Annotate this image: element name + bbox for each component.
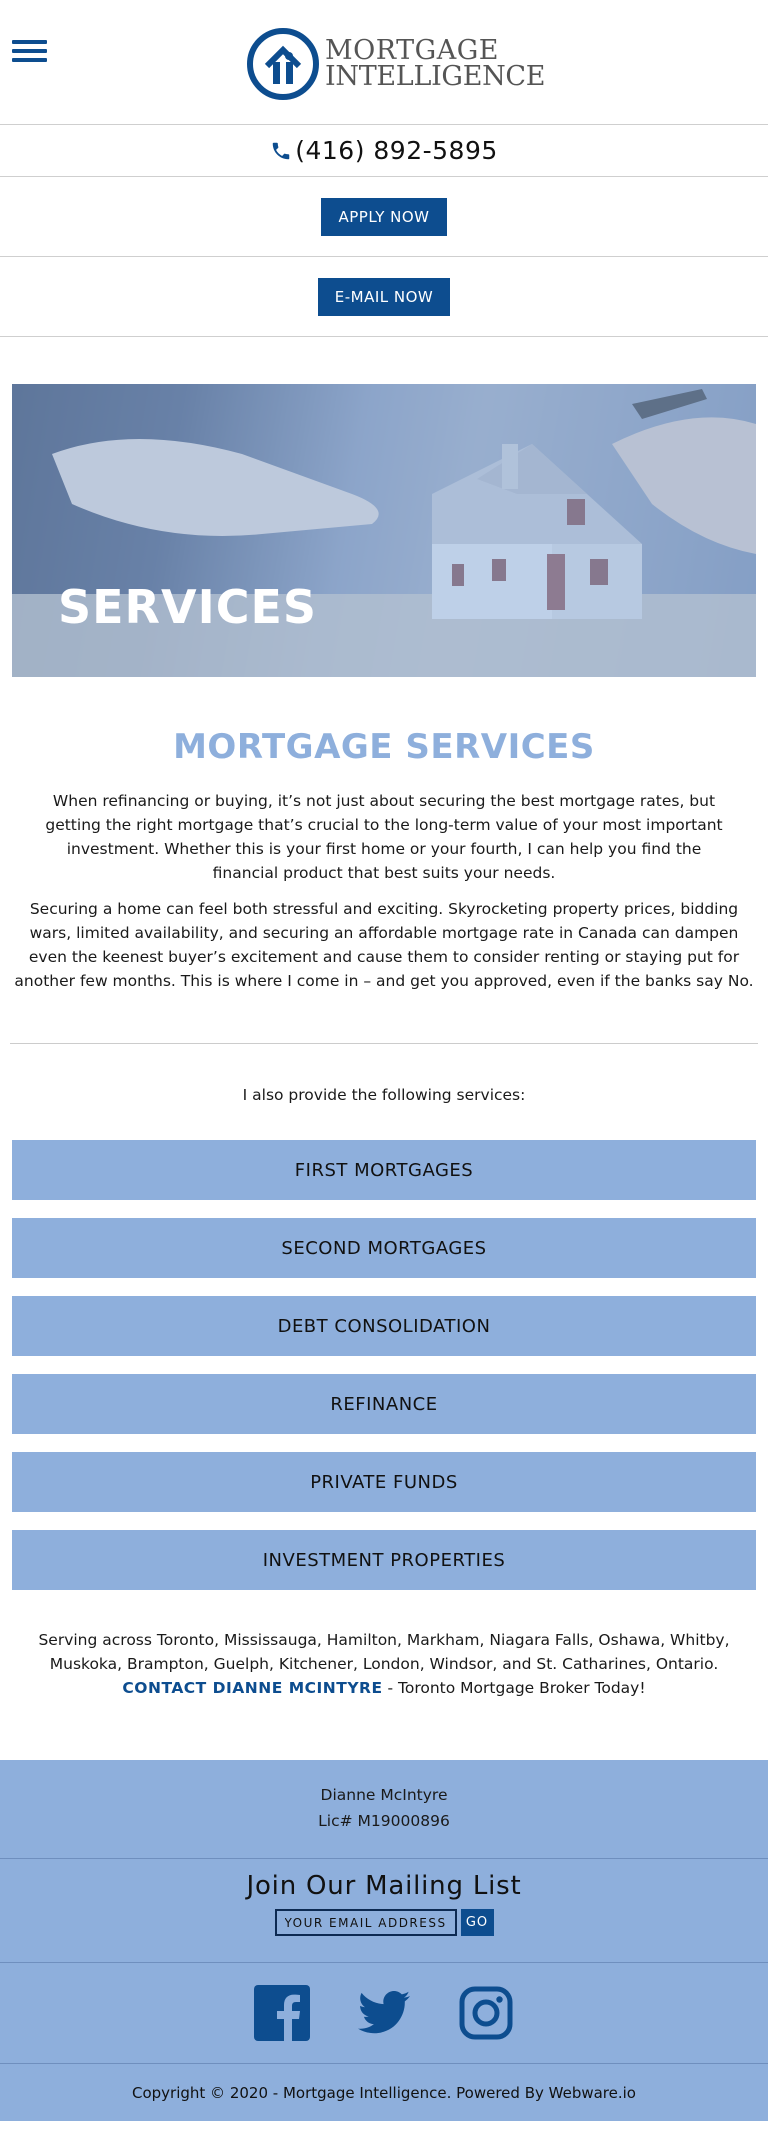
social-links <box>0 1963 768 2064</box>
copyright: Copyright © 2020 - Mortgage Intelligence. Powered By Webware.io <box>132 2083 636 2102</box>
mailing-list <box>0 1859 768 1963</box>
logo-line2: INTELLIGENCE <box>325 61 546 92</box>
logo-mark-icon <box>245 26 321 102</box>
instagram-icon[interactable] <box>458 1985 514 2041</box>
service-debt-consolidation-button[interactable]: DEBT CONSOLIDATION <box>12 1296 756 1356</box>
email-input[interactable] <box>275 1909 457 1936</box>
footer-contact-info <box>0 1760 768 1859</box>
service-investment-properties-button[interactable]: INVESTMENT PROPERTIES <box>12 1530 756 1590</box>
service-first-mortgages-button[interactable]: FIRST MORTGAGES <box>12 1140 756 1200</box>
phone-bar[interactable] <box>0 124 768 177</box>
apply-now-button[interactable]: APPLY NOW <box>321 198 446 236</box>
detail-paragraph: Securing a home can feel both stressful and exciting. Skyrocketing property prices, bidding wars, limited availability, and securing an affordable mortgage rate in Canada can dampen even the keenest buyer’s excitement and cause them to consider renting or staying put for another few months. This is where I come in – and get you approved, even if the banks say No. <box>14 900 754 990</box>
section-divider <box>10 1043 758 1044</box>
footer-name: Dianne McIntyre <box>320 1786 448 1804</box>
intro-paragraph: When refinancing or buying, it’s not just about securing the best mortgage rates, but getting the right mortgage that’s crucial to the long-term value of your most important investment. Whether this is your first home or your fourth, I can help you find the financial product that best suits your needs. <box>45 792 723 882</box>
services-list <box>12 1140 756 1590</box>
logo-line1: MORTGAGE <box>325 35 499 66</box>
hero-title: SERVICES <box>58 580 318 634</box>
contact-suffix: - Toronto Mortgage Broker Today! <box>382 1679 646 1697</box>
serving-text: Serving across Toronto, Mississauga, Hamilton, Markham, Niagara Falls, Oshawa, Whitby, Muskoka, Brampton, Guelph, Kitchener, London, Windsor, and St. Catharines, Ontario. <box>38 1631 730 1673</box>
footer-license: Lic# M19000896 <box>318 1812 450 1830</box>
service-refinance-button[interactable]: REFINANCE <box>12 1374 756 1434</box>
mailing-title: Join Our Mailing List <box>246 1871 522 1901</box>
contact-link[interactable]: CONTACT DIANNE MCINTYRE <box>122 1679 383 1697</box>
mailing-form <box>0 1909 768 1936</box>
service-private-funds-button[interactable]: PRIVATE FUNDS <box>12 1452 756 1512</box>
logo-text <box>325 35 546 92</box>
serving-area <box>0 1628 768 1700</box>
email-now-button[interactable]: E-MAIL NOW <box>318 278 451 316</box>
go-button[interactable]: GO <box>461 1909 494 1936</box>
apply-row <box>0 177 768 257</box>
logo[interactable] <box>245 26 545 102</box>
phone-number[interactable]: (416) 892-5895 <box>295 136 498 165</box>
site-footer <box>0 1760 768 2121</box>
phone-icon <box>270 140 292 162</box>
twitter-icon[interactable] <box>356 1985 412 2041</box>
service-second-mortgages-button[interactable]: SECOND MORTGAGES <box>12 1218 756 1278</box>
page-title: MORTGAGE SERVICES <box>173 727 595 767</box>
menu-icon[interactable] <box>12 40 47 64</box>
hero-banner <box>12 384 756 677</box>
email-row <box>0 257 768 337</box>
services-intro: I also provide the following services: <box>242 1086 526 1104</box>
site-header <box>0 0 768 124</box>
facebook-icon[interactable] <box>254 1985 310 2041</box>
